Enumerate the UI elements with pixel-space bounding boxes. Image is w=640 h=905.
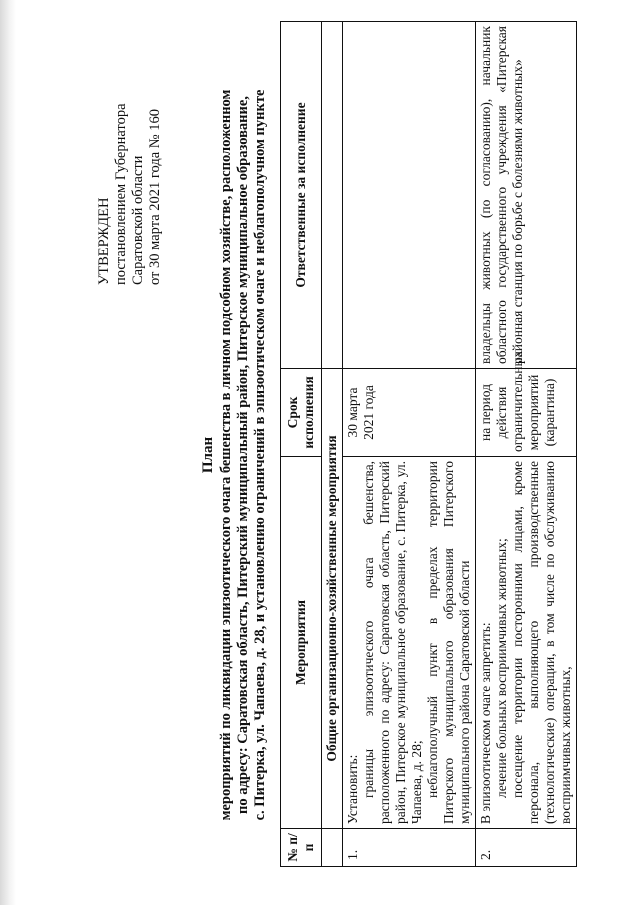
row-number: 2.: [476, 829, 577, 867]
header-deadline: Срок исполнения: [281, 369, 322, 457]
measure-paragraph: неблагополучный пункт в пределах территории Питерского муниципального образования Питерского муниципального района Саратовской области: [425, 461, 472, 824]
approval-line: Саратовской области: [130, 155, 146, 285]
measure-paragraph: посещение территории посторонними лицами, кроме персонала, выполняющего производственные (технологические) операции, в том числе по обслуживанию восприимчивых животных,: [510, 461, 573, 824]
row-deadline: на период действия ограничительных мероприятий (карантина): [476, 369, 577, 457]
header-num: № п/п: [281, 829, 322, 867]
row-number: 1.: [343, 829, 476, 867]
section-row: [322, 22, 343, 867]
document-title: [200, 55, 269, 855]
title-heading: План: [200, 436, 216, 474]
table-row: [476, 22, 577, 867]
measure-paragraph: лечение больных восприимчивых животных;: [494, 538, 509, 798]
measure-paragraph: границы эпизоотического очага бешенства, расположенного по адресу: Саратовская область, Питерский район, Питерское муниципальное образование, с. Питерка, ул. Чапаева, д. 28;: [361, 461, 424, 824]
approval-stamp: [96, 25, 164, 285]
section-title: Общие организационно-хозяйственные мероприятия: [322, 369, 343, 829]
header-measures: Мероприятия: [281, 457, 322, 829]
row-measure: [476, 457, 577, 829]
row-responsible: владельцы животных (по согласованию), начальник областного государственного учреждения «Питерская районная станция по борьбе с болезнями животных»: [476, 22, 577, 369]
row-responsible: [343, 22, 476, 369]
table-header-row: [281, 22, 322, 867]
plan-table: [280, 21, 577, 867]
measure-paragraph: Установить:: [345, 754, 360, 824]
approval-line: УТВЕРЖДЕН: [96, 197, 112, 285]
title-line: мероприятий по ликвидации эпизоотического очага бешенства в личном подсобном хозяйстве, расположенном: [218, 89, 234, 821]
measure-paragraph: В эпизоотическом очаге запретить:: [478, 622, 493, 824]
approval-line: от 30 марта 2021 года № 160: [147, 109, 163, 285]
header-responsible: Ответственные за исполнение: [281, 22, 322, 369]
title-line: по адресу: Саратовская область, Питерский муниципальный район, Питерское муниципальное образование,: [235, 96, 251, 814]
row-measure: [343, 457, 476, 829]
title-line: с. Питерка, ул. Чапаева, д. 28, и установлению ограничений в эпизоотическом очаге и неблагополучном пункте: [252, 89, 268, 821]
approval-line: постановлением Губернатора: [113, 103, 129, 285]
table-row: [343, 22, 476, 867]
row-deadline: 30 марта 2021 года: [343, 369, 476, 457]
